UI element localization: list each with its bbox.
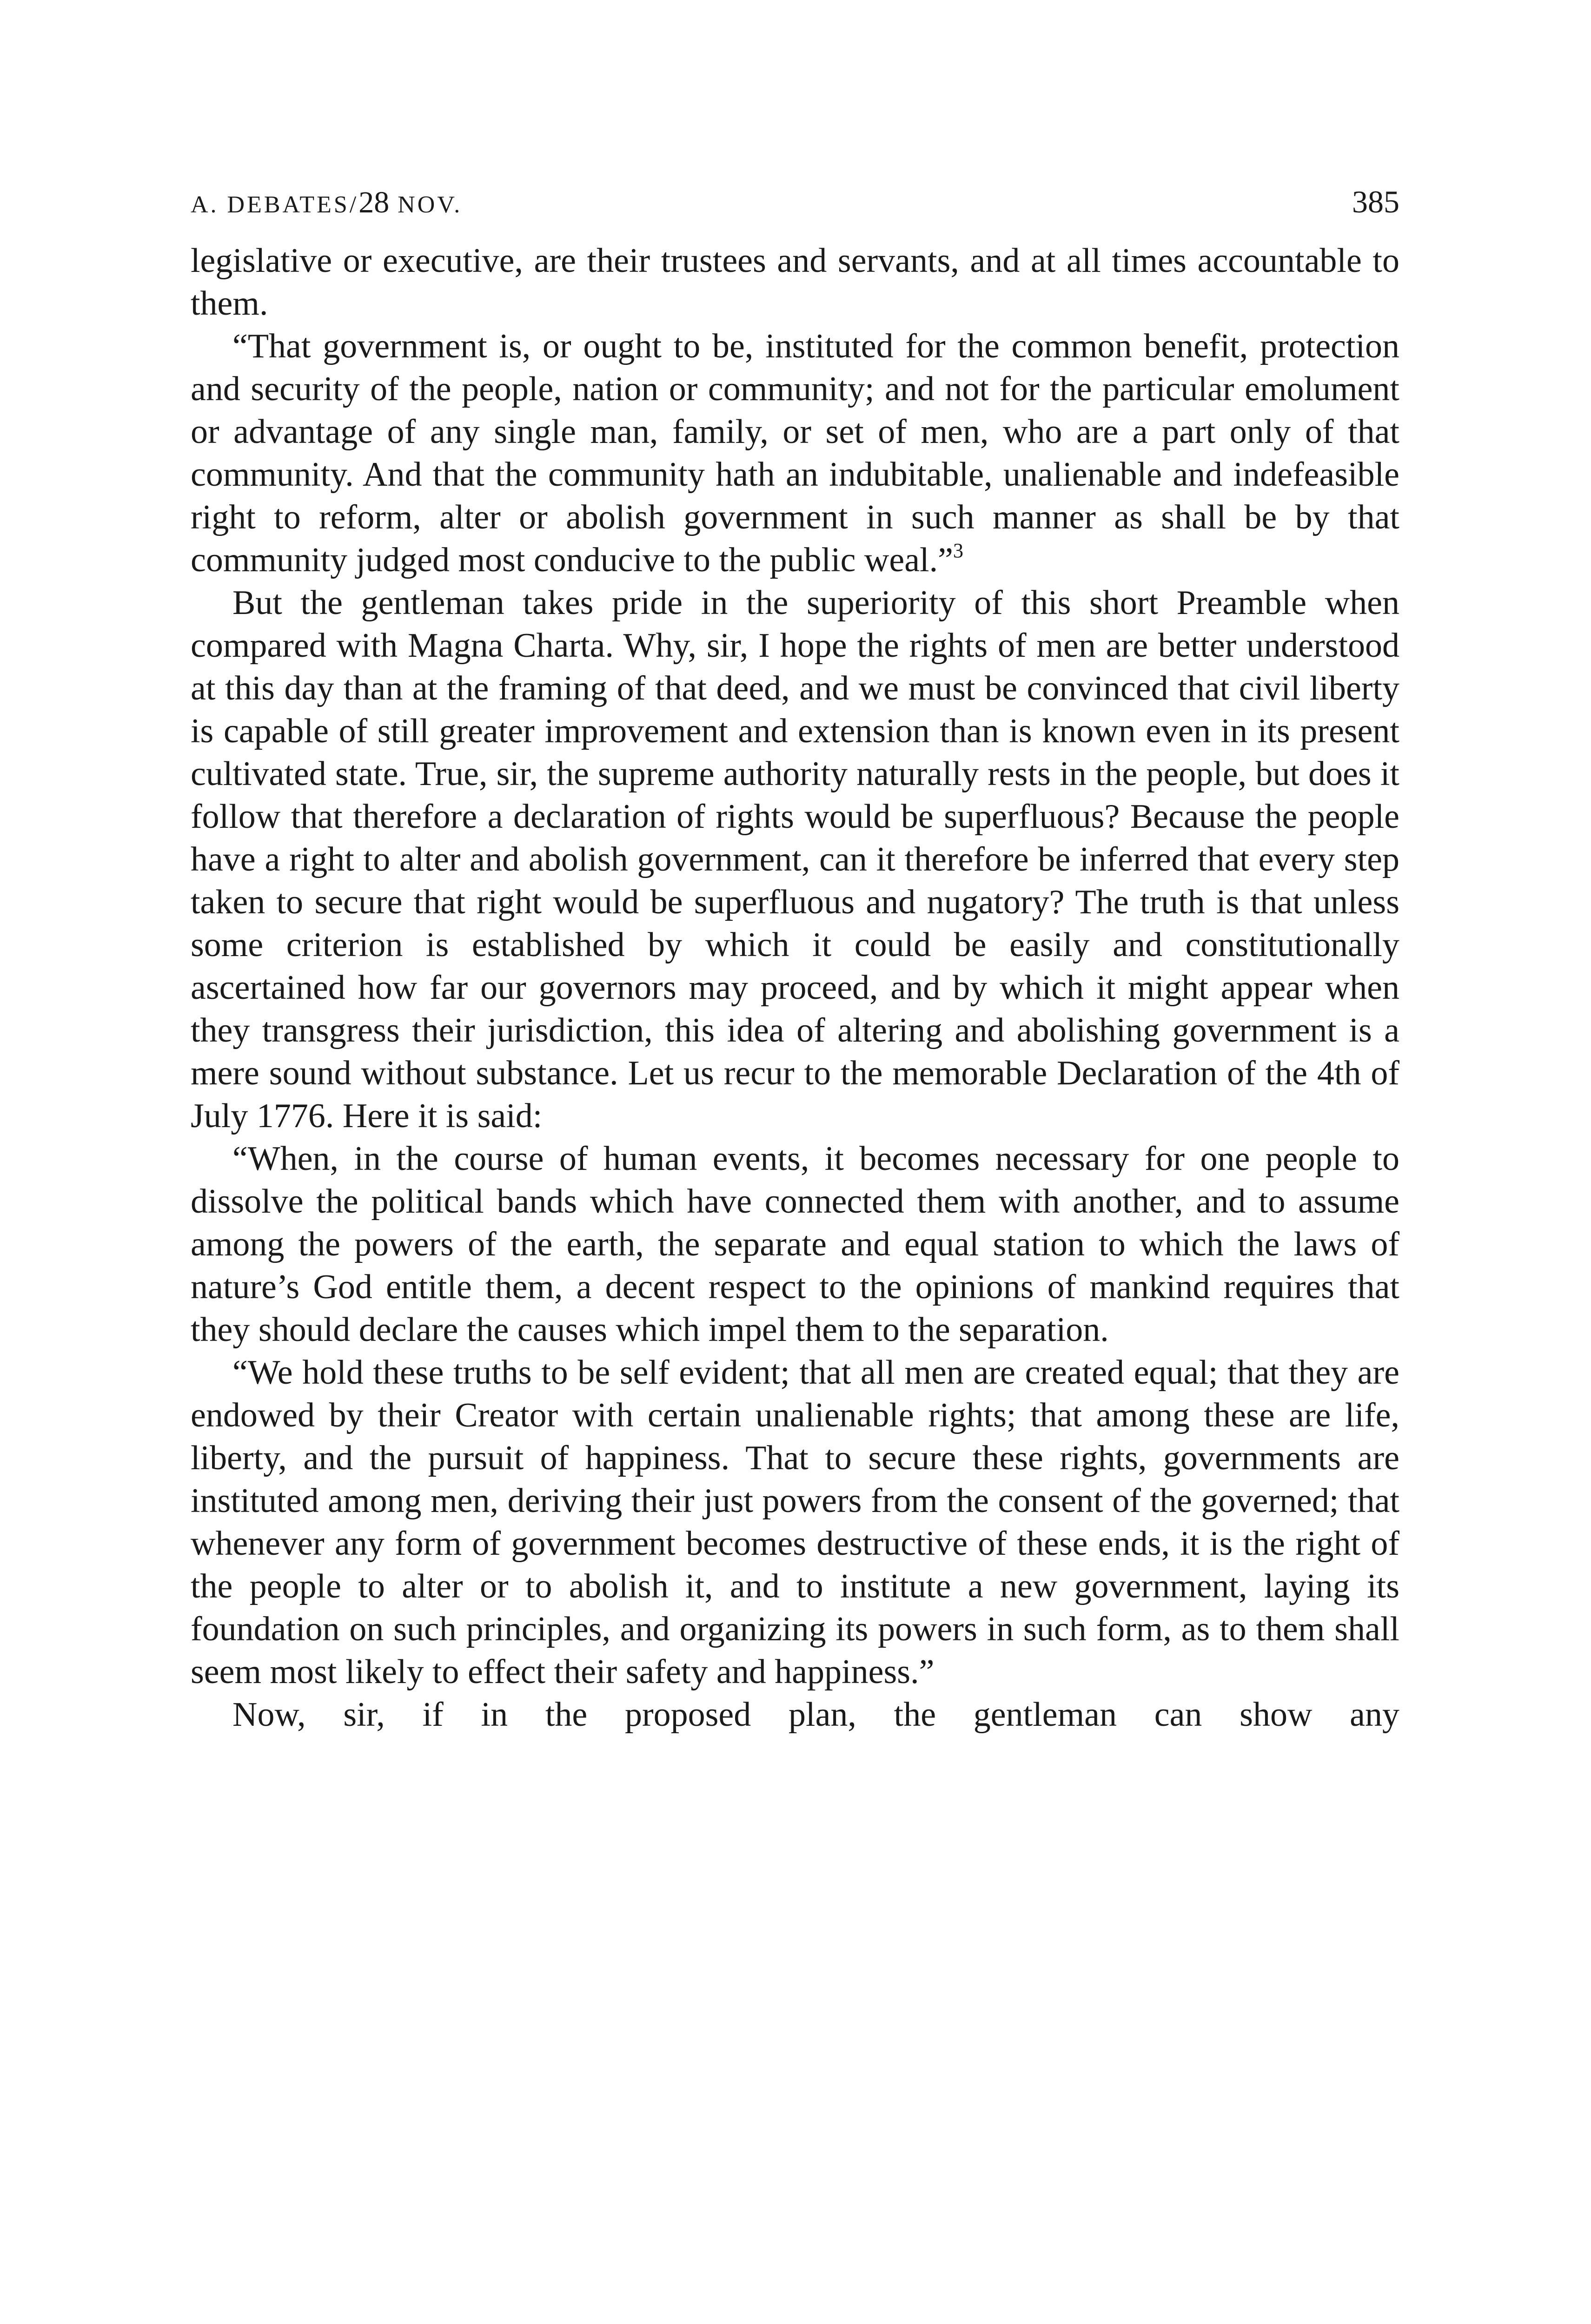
body-text bbox=[191, 239, 1399, 1736]
paragraph bbox=[191, 239, 1399, 325]
paragraph-text: “That government is, or ought to be, instituted for the common benefit, protection and security of the people, nation or community; and not for the particular emolument or advantage of any single man, family, or set of men, who are a part only of that community. And that the community hath an indubitable, unalienable and indefeasible right to reform, alter or abolish government in such manner as shall be by that community judged most conducive to the public weal.” bbox=[191, 327, 1399, 579]
paragraph bbox=[191, 1351, 1399, 1693]
running-head bbox=[191, 184, 1399, 239]
title-suffix: NOV. bbox=[389, 191, 463, 218]
footnote-marker[interactable]: 3 bbox=[953, 539, 963, 562]
page-number: 385 bbox=[1352, 184, 1399, 219]
title-prefix: A. DEBATES/ bbox=[191, 191, 359, 218]
paragraph-text: Now, sir, if in the proposed plan, the gentleman can show any bbox=[232, 1696, 1399, 1734]
paragraph bbox=[191, 1137, 1399, 1351]
document-page bbox=[191, 184, 1399, 1736]
title-day: 28 bbox=[358, 185, 390, 219]
running-head-title bbox=[191, 185, 462, 220]
paragraph bbox=[191, 1693, 1399, 1736]
paragraph-text: “We hold these truths to be self evident; that all men are created equal; that they are endowed by their Creator with certain unalienable rights; that among these are life, liberty, and the pursuit of happiness. That to secure these rights, governments are instituted among men, deriving their just powers from the consent of the governed; that whenever any form of government becomes destructive of these ends, it is the right of the people to alter or to abolish it, and to institute a new government, laying its foundation on such principles, and organizing its powers in such form, as to them shall seem most likely to effect their safety and happiness.” bbox=[191, 1353, 1399, 1691]
paragraph-text: legislative or executive, are their trustees and servants, and at all times accountable to them. bbox=[191, 242, 1399, 323]
paragraph bbox=[191, 581, 1399, 1137]
paragraph-text: “When, in the course of human events, it becomes necessary for one people to dissolve the political bands which have connected them with another, and to assume among the powers of the earth, the separate and equal station to which the laws of nature’s God entitle them, a decent respect to the opinions of mankind requires that they should declare the causes which impel them to the separation. bbox=[191, 1140, 1399, 1349]
paragraph bbox=[191, 325, 1399, 581]
paragraph-text: But the gentleman takes pride in the superiority of this short Preamble when compared with Magna Charta. Why, sir, I hope the rights of men are better understood at this day than at the framing of that deed, and we must be convinced that civil liberty is capable of still greater improvement and extension than is known even in its present cultivated state. True, sir, the supreme authority naturally rests in the people, but does it follow that therefore a declaration of rights would be superfluous? Because the people have a right to alter and abolish government, can it therefore be inferred that every step taken to secure that right would be superfluous and nugatory? The truth is that unless some criterion is established by which it could be easily and constitutionally ascertained how far our governors may proceed, and by which it might appear when they transgress their jurisdiction, this idea of altering and abolishing government is a mere sound without substance. Let us recur to the memorable Declaration of the 4th of July 1776. Here it is said: bbox=[191, 584, 1399, 1135]
